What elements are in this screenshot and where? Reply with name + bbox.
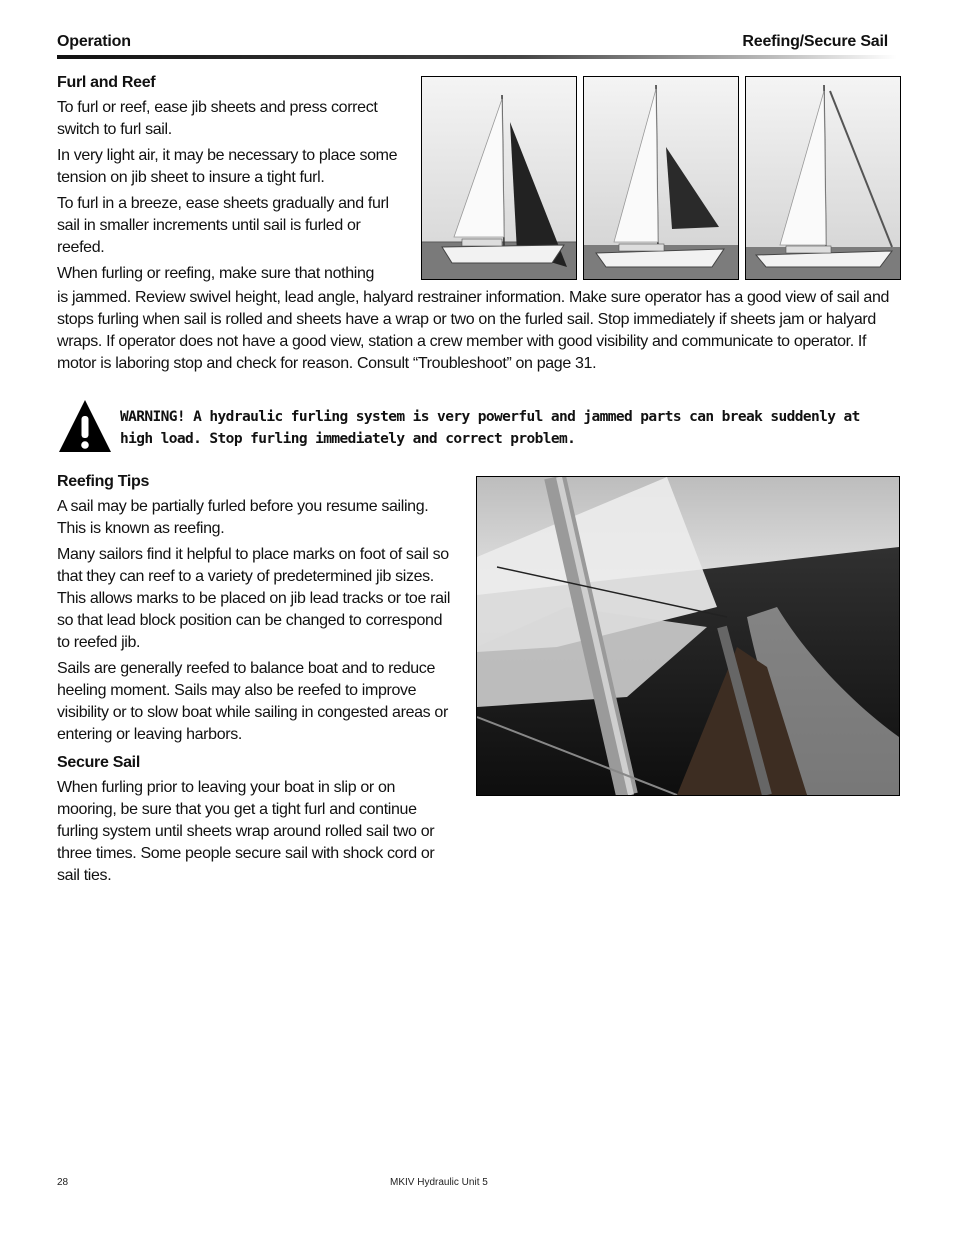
- manual-title: MKIV Hydraulic Unit 5: [390, 1177, 488, 1188]
- photo-sail-full: [421, 76, 577, 280]
- secure-sail-paragraph-1: When furling prior to leaving your boat in slip or on mooring, be sure that you get a tight furl and continue furling system until sheets wrap around rolled sail two or three times. Some people secure sail with shock cord or sail ties.: [57, 779, 435, 884]
- page-number: 28: [57, 1177, 69, 1188]
- topic-title: Reefing/Secure Sail: [742, 33, 888, 50]
- furl-reef-paragraph-4-start: When furling or reefing, make sure that nothing: [57, 265, 375, 282]
- reefing-tips-paragraph-3: Sails are generally reefed to balance boat and to reduce heeling moment. Sails may also be reefed to improve visibility or to slow boat while sailing in congested areas or entering or leaving harbors.: [57, 660, 448, 743]
- secure-sail-heading: Secure Sail: [57, 754, 140, 771]
- furl-reef-paragraph-2: In very light air, it may be necessary to place some tension on jib sheet to insure a tight furl.: [57, 147, 398, 186]
- photo-sail-partly-furled: [583, 76, 739, 280]
- section-title: Operation: [57, 33, 131, 50]
- furl-reef-paragraph-1: To furl or reef, ease jib sheets and press correct switch to furl sail.: [57, 99, 378, 138]
- reefing-tips-heading: Reefing Tips: [57, 473, 150, 490]
- reefing-tips-paragraph-1: A sail may be partially furled before you resume sailing. This is known as reefing.: [57, 498, 429, 537]
- furl-reef-paragraph-3: To furl in a breeze, ease sheets gradually and furl sail in smaller increments until sail is furled or reefed.: [57, 195, 389, 256]
- furl-reef-paragraph-4-rest: is jammed. Review swivel height, lead angle, halyard restrainer information. Make sure operator has a good view of sail and stops furling when sail is rolled and sheets have a wrap or two on the furled sail. Stop immediately if sheets jam or halyard wraps. If operator does not have a good view, station a crew member with good visibility and communicate to operator. If motor is laboring stop and check for reason. Consult “Troubleshoot” on page 31.: [57, 289, 890, 372]
- photo-boat-heeling: [476, 476, 900, 796]
- furl-reef-section: [57, 74, 407, 285]
- reefing-tips-paragraph-2: Many sailors find it helpful to place marks on foot of sail so that they can reef to a variety of predetermined jib sizes. This allows marks to be placed on jib lead tracks or toe rail so that lead block position can be changed to correspond to reefed jib.: [57, 546, 451, 651]
- photo-sail-furled: [745, 76, 901, 280]
- furl-reef-heading: Furl and Reef: [57, 74, 156, 91]
- reefing-tips-section: [57, 473, 452, 887]
- header-rule: [57, 55, 897, 59]
- warning-text: WARNING! A hydraulic furling system is very powerful and jammed parts can break suddenly at high load. Stop furling immediately and correct problem.: [120, 409, 860, 447]
- warning-triangle-icon: [57, 398, 113, 454]
